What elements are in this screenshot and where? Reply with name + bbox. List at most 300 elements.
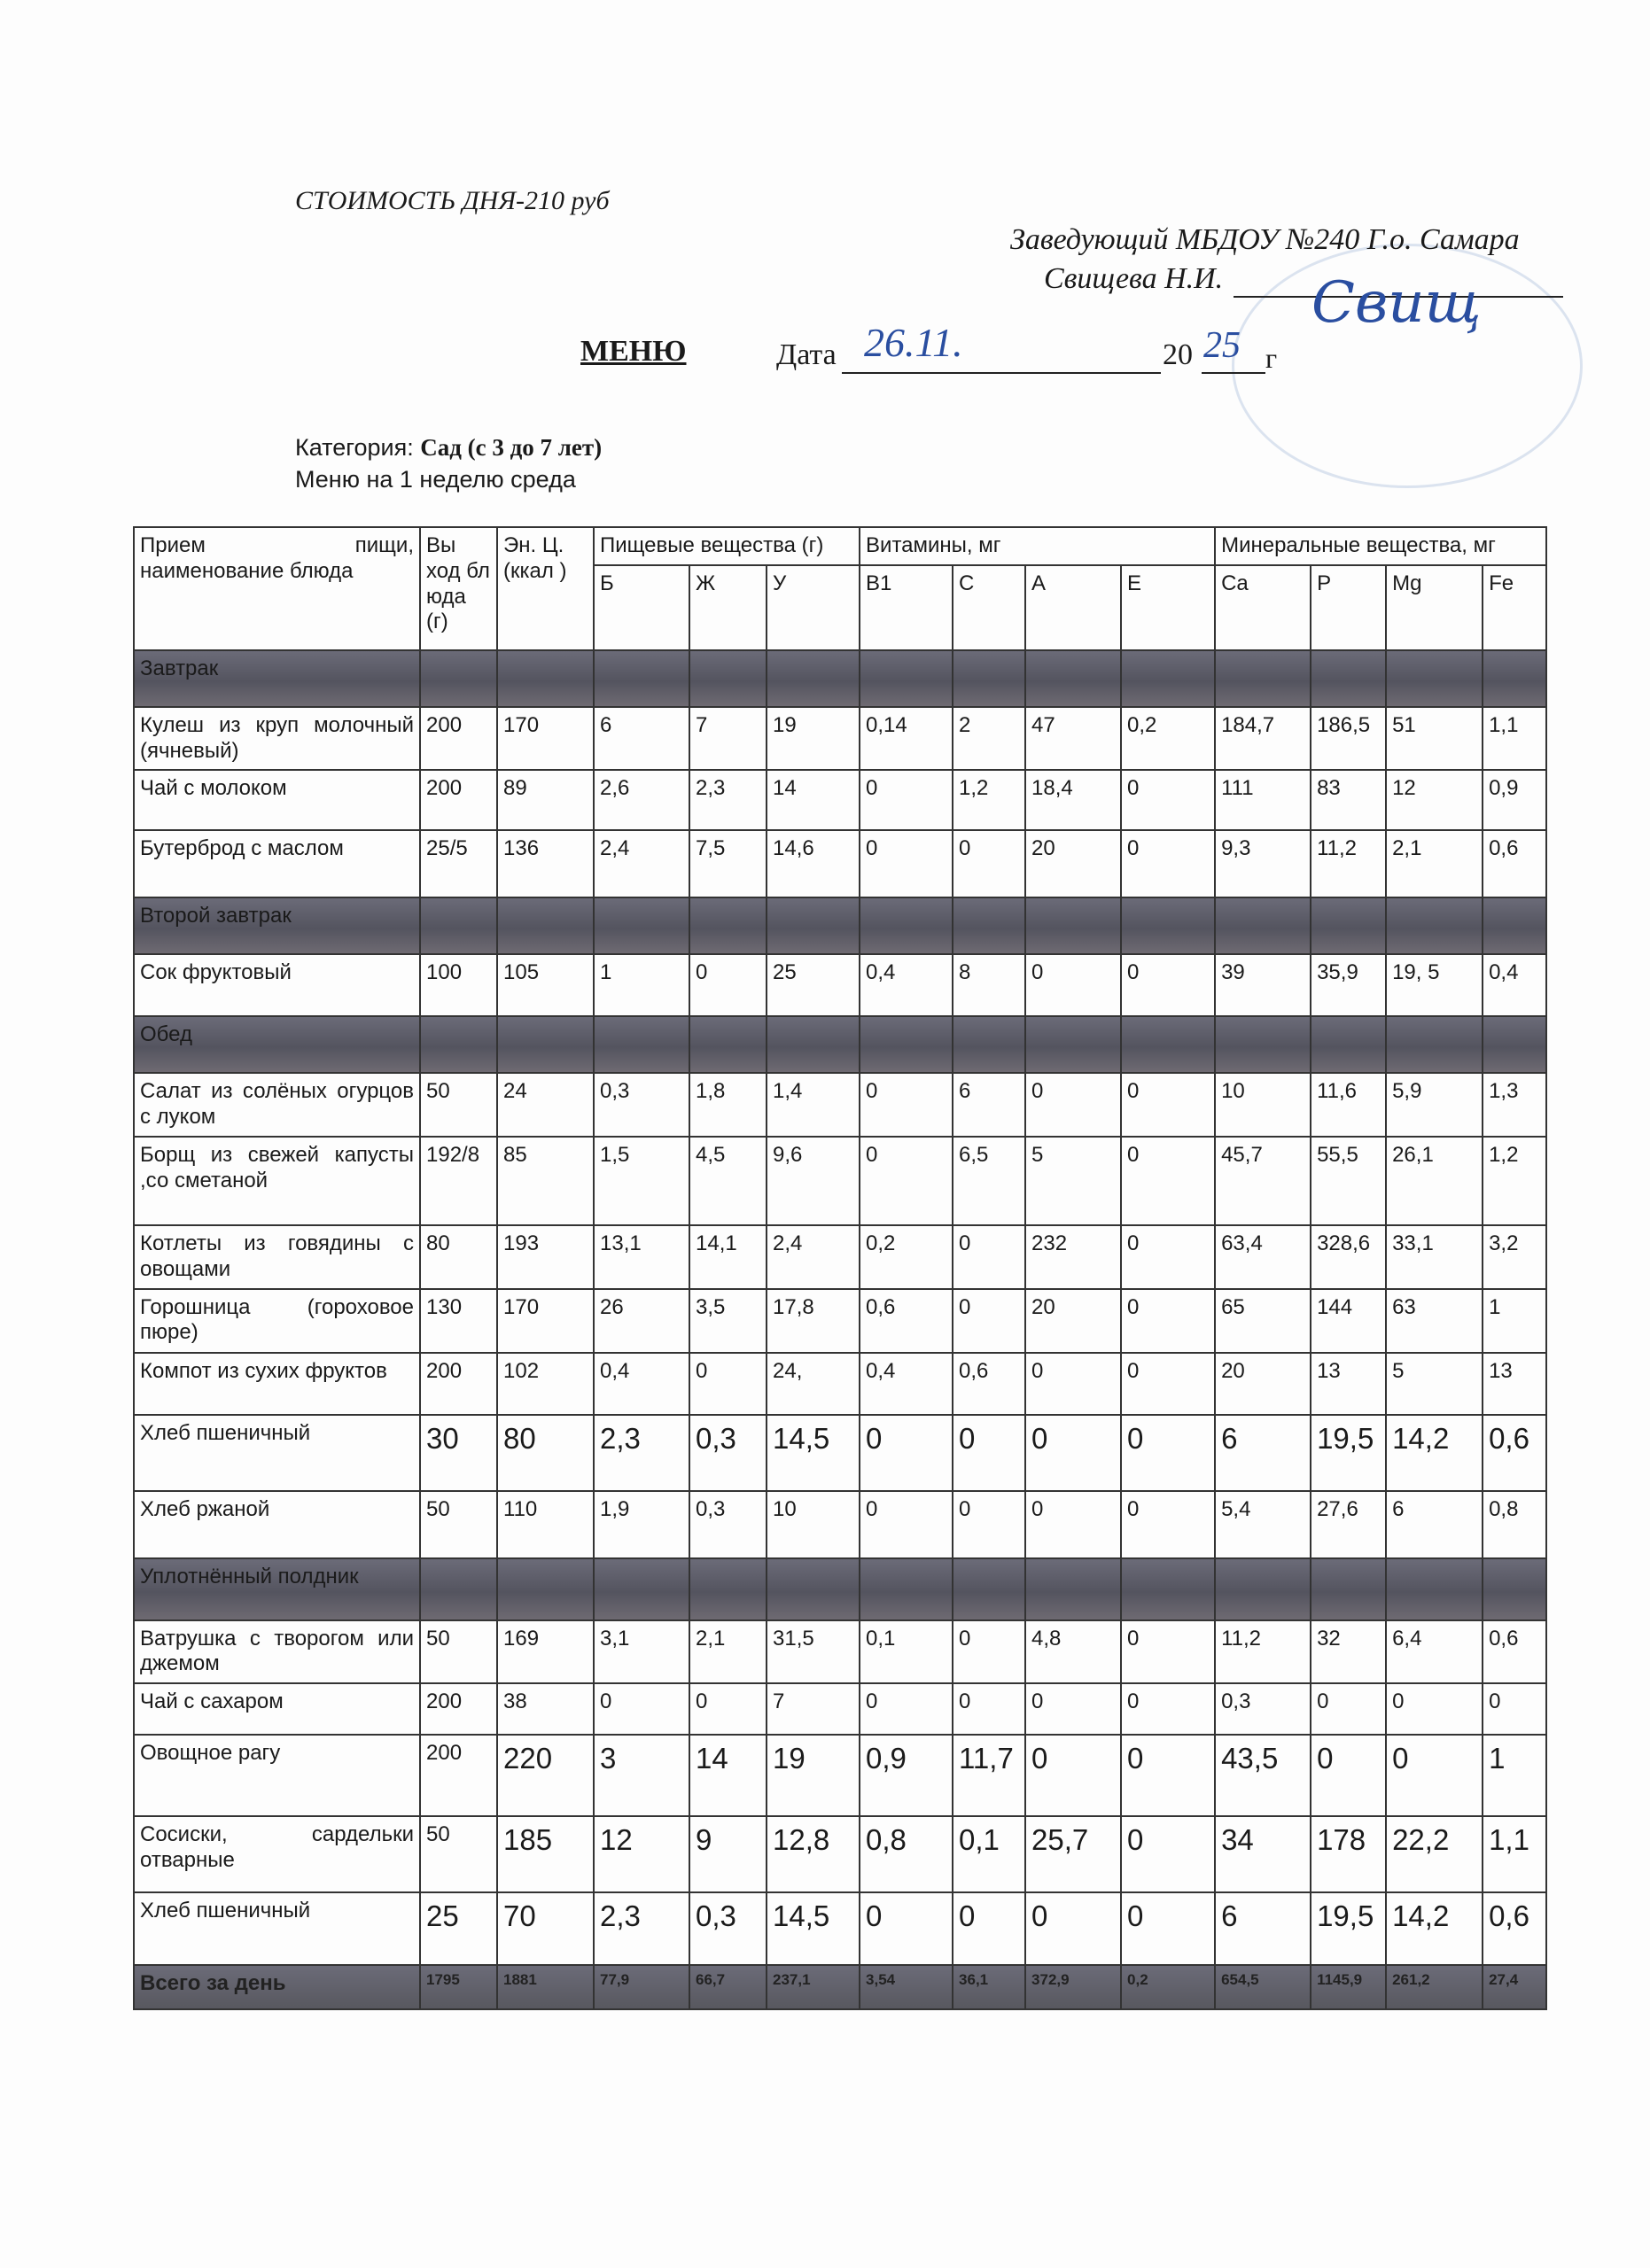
- dish-name: Сок фруктовый: [134, 954, 420, 1016]
- table-cell: 83: [1311, 770, 1386, 830]
- section-cell: [1483, 897, 1546, 954]
- col-b: Б: [594, 565, 689, 650]
- table-row: [134, 1289, 1546, 1353]
- table-cell: 30: [420, 1415, 497, 1491]
- director-title: Заведующий МБДОУ №240 Г.о. Самара: [1010, 223, 1520, 256]
- table-cell: 0: [860, 830, 953, 897]
- table-row: [134, 1491, 1546, 1558]
- table-row: [134, 1137, 1546, 1225]
- table-cell: 11,6: [1311, 1073, 1386, 1137]
- table-cell: 0: [1121, 1225, 1215, 1289]
- table-cell: 24: [497, 1073, 594, 1137]
- table-cell: 220: [497, 1735, 594, 1816]
- table-cell: 4,5: [689, 1137, 767, 1225]
- table-cell: 111: [1215, 770, 1311, 830]
- table-cell: 0: [1483, 1683, 1546, 1735]
- section-cell: [953, 897, 1025, 954]
- table-cell: 102: [497, 1353, 594, 1415]
- section-cell: [594, 650, 689, 707]
- signature: Свищ: [1311, 270, 1482, 336]
- table-cell: 0,6: [1483, 1620, 1546, 1684]
- total-cell: 1795: [420, 1965, 497, 2009]
- col-ca: Ca: [1215, 565, 1311, 650]
- section-cell: [767, 1016, 860, 1073]
- section-cell: [420, 897, 497, 954]
- table-row: [134, 830, 1546, 897]
- table-cell: 0: [594, 1683, 689, 1735]
- table-cell: 1,9: [594, 1491, 689, 1558]
- table-cell: 0: [1025, 1683, 1121, 1735]
- table-cell: 7,5: [689, 830, 767, 897]
- table-cell: 0,3: [689, 1892, 767, 1965]
- table-row: [134, 954, 1546, 1016]
- table-cell: 0,6: [1483, 830, 1546, 897]
- table-cell: 65: [1215, 1289, 1311, 1353]
- table-row: [134, 1683, 1546, 1735]
- table-cell: 0: [1025, 1415, 1121, 1491]
- section-cell: [953, 1558, 1025, 1620]
- section-cell: [1386, 1558, 1483, 1620]
- table-cell: 1,1: [1483, 707, 1546, 771]
- table-cell: 70: [497, 1892, 594, 1965]
- table-cell: 45,7: [1215, 1137, 1311, 1225]
- table-cell: 14,2: [1386, 1415, 1483, 1491]
- table-cell: 0: [860, 1073, 953, 1137]
- total-cell: 372,9: [1025, 1965, 1121, 2009]
- total-cell: 27,4: [1483, 1965, 1546, 2009]
- table-cell: 328,6: [1311, 1225, 1386, 1289]
- table-cell: 184,7: [1215, 707, 1311, 771]
- table-cell: 0: [1386, 1683, 1483, 1735]
- table-cell: 0: [1121, 954, 1215, 1016]
- table-cell: 33,1: [1386, 1225, 1483, 1289]
- section-row: [134, 1558, 1546, 1620]
- section-row: [134, 1016, 1546, 1073]
- section-title: Второй завтрак: [134, 897, 420, 954]
- table-cell: 11,2: [1311, 830, 1386, 897]
- table-cell: 18,4: [1025, 770, 1121, 830]
- section-cell: [594, 1016, 689, 1073]
- table-cell: 0: [1121, 1073, 1215, 1137]
- table-cell: 20: [1025, 830, 1121, 897]
- section-cell: [497, 1016, 594, 1073]
- table-cell: 9,6: [767, 1137, 860, 1225]
- director-name: Свищева Н.И.: [1044, 262, 1224, 295]
- section-cell: [1386, 650, 1483, 707]
- col-b1: B1: [860, 565, 953, 650]
- table-cell: 185: [497, 1816, 594, 1892]
- table-cell: 10: [1215, 1073, 1311, 1137]
- table-cell: 2,4: [767, 1225, 860, 1289]
- table-cell: 14,5: [767, 1892, 860, 1965]
- section-cell: [1025, 897, 1121, 954]
- table-cell: 0: [689, 954, 767, 1016]
- col-p: P: [1311, 565, 1386, 650]
- date-line: [842, 372, 1161, 374]
- table-cell: 6: [1386, 1491, 1483, 1558]
- table-cell: 110: [497, 1491, 594, 1558]
- table-cell: 38: [497, 1683, 594, 1735]
- col-fe: Fe: [1483, 565, 1546, 650]
- section-cell: [1215, 1558, 1311, 1620]
- table-cell: 14,6: [767, 830, 860, 897]
- col-minerals: Минеральные вещества, мг: [1215, 527, 1546, 565]
- table-cell: 11,7: [953, 1735, 1025, 1816]
- total-cell: 0,2: [1121, 1965, 1215, 2009]
- table-cell: 0: [1025, 1353, 1121, 1415]
- section-cell: [594, 1558, 689, 1620]
- total-cell: 66,7: [689, 1965, 767, 2009]
- table-cell: 3,2: [1483, 1225, 1546, 1289]
- table-cell: 0: [1025, 1892, 1121, 1965]
- section-cell: [767, 897, 860, 954]
- table-row: [134, 770, 1546, 830]
- dish-name: Овощное рагу: [134, 1735, 420, 1816]
- section-cell: [953, 650, 1025, 707]
- dish-name: Хлеб ржаной: [134, 1491, 420, 1558]
- section-cell: [1215, 1016, 1311, 1073]
- table-cell: 0: [689, 1353, 767, 1415]
- dish-name: Котлеты из говядины с овощами: [134, 1225, 420, 1289]
- section-cell: [1311, 897, 1386, 954]
- section-cell: [689, 1016, 767, 1073]
- table-cell: 1,8: [689, 1073, 767, 1137]
- total-cell: 1881: [497, 1965, 594, 2009]
- year-line: [1202, 372, 1265, 374]
- table-cell: 100: [420, 954, 497, 1016]
- table-cell: 0: [1121, 770, 1215, 830]
- total-cell: 261,2: [1386, 1965, 1483, 2009]
- table-cell: 10: [767, 1491, 860, 1558]
- table-cell: 200: [420, 1683, 497, 1735]
- section-cell: [689, 897, 767, 954]
- table-cell: 19,5: [1311, 1892, 1386, 1965]
- table-row: [134, 1816, 1546, 1892]
- table-cell: 3: [594, 1735, 689, 1816]
- section-cell: [1025, 650, 1121, 707]
- table-cell: 9,3: [1215, 830, 1311, 897]
- table-cell: 0: [860, 1683, 953, 1735]
- table-cell: 63: [1386, 1289, 1483, 1353]
- section-row: [134, 650, 1546, 707]
- table-cell: 50: [420, 1073, 497, 1137]
- table-cell: 0,9: [860, 1735, 953, 1816]
- table-cell: 39: [1215, 954, 1311, 1016]
- section-cell: [420, 1558, 497, 1620]
- dish-name: Компот из сухих фруктов: [134, 1353, 420, 1415]
- table-cell: 9: [689, 1816, 767, 1892]
- table-cell: 0,3: [689, 1415, 767, 1491]
- table-cell: 0: [860, 1137, 953, 1225]
- total-cell: 77,9: [594, 1965, 689, 2009]
- dish-name: Чай с сахаром: [134, 1683, 420, 1735]
- table-cell: 200: [420, 770, 497, 830]
- table-cell: 200: [420, 1353, 497, 1415]
- dish-name: Ватрушка с творогом или джемом: [134, 1620, 420, 1684]
- table-cell: 1,5: [594, 1137, 689, 1225]
- table-cell: 19: [767, 707, 860, 771]
- section-cell: [1121, 1558, 1215, 1620]
- total-cell: 3,54: [860, 1965, 953, 2009]
- category: [295, 434, 602, 462]
- section-title: Уплотнённый полдник: [134, 1558, 420, 1620]
- table-cell: 2,3: [689, 770, 767, 830]
- table-cell: 7: [689, 707, 767, 771]
- col-vitamins: Витамины, мг: [860, 527, 1215, 565]
- year-prefix: 20: [1163, 338, 1193, 371]
- table-cell: 170: [497, 1289, 594, 1353]
- table-cell: 2,1: [689, 1620, 767, 1684]
- table-cell: 0,8: [1483, 1491, 1546, 1558]
- section-cell: [1483, 1016, 1546, 1073]
- table-row: [134, 1415, 1546, 1491]
- section-cell: [497, 650, 594, 707]
- table-cell: 0,1: [953, 1816, 1025, 1892]
- table-cell: 3,5: [689, 1289, 767, 1353]
- table-cell: 25: [420, 1892, 497, 1965]
- table-cell: 6: [1215, 1892, 1311, 1965]
- table-cell: 0,2: [860, 1225, 953, 1289]
- table-cell: 130: [420, 1289, 497, 1353]
- table-cell: 0,3: [1215, 1683, 1311, 1735]
- table-cell: 50: [420, 1491, 497, 1558]
- col-c: C: [953, 565, 1025, 650]
- col-nutrients: Пищевые вещества (г): [594, 527, 860, 565]
- table-cell: 32: [1311, 1620, 1386, 1684]
- table-cell: 5,4: [1215, 1491, 1311, 1558]
- section-cell: [953, 1016, 1025, 1073]
- section-cell: [1311, 650, 1386, 707]
- table-cell: 50: [420, 1620, 497, 1684]
- table-cell: 178: [1311, 1816, 1386, 1892]
- table-cell: 0: [860, 1415, 953, 1491]
- table-cell: 0: [1121, 830, 1215, 897]
- col-a: A: [1025, 565, 1121, 650]
- table-cell: 200: [420, 707, 497, 771]
- table-cell: 25,7: [1025, 1816, 1121, 1892]
- dish-name: Горошница (гороховое пюре): [134, 1289, 420, 1353]
- table-cell: 1,4: [767, 1073, 860, 1137]
- table-cell: 0: [1025, 1491, 1121, 1558]
- table-cell: 5: [1025, 1137, 1121, 1225]
- table-cell: 31,5: [767, 1620, 860, 1684]
- table-cell: 0: [953, 1620, 1025, 1684]
- total-cell: 36,1: [953, 1965, 1025, 2009]
- table-cell: 80: [420, 1225, 497, 1289]
- header-row: [134, 527, 1546, 565]
- table-cell: 11,2: [1215, 1620, 1311, 1684]
- table-row: [134, 1073, 1546, 1137]
- section-cell: [860, 1016, 953, 1073]
- table-cell: 14: [689, 1735, 767, 1816]
- table-cell: 4,8: [1025, 1620, 1121, 1684]
- table-cell: 0,8: [860, 1816, 953, 1892]
- table-cell: 200: [420, 1735, 497, 1816]
- table-cell: 0: [860, 770, 953, 830]
- menu-title: МЕНЮ: [580, 335, 687, 368]
- table-cell: 0,9: [1483, 770, 1546, 830]
- week-label: Меню на 1 неделю среда: [295, 466, 576, 493]
- table-cell: 19, 5: [1386, 954, 1483, 1016]
- table-cell: 0: [953, 1225, 1025, 1289]
- table-cell: 2: [953, 707, 1025, 771]
- table-cell: 2,6: [594, 770, 689, 830]
- table-cell: 0: [953, 1289, 1025, 1353]
- table-cell: 47: [1025, 707, 1121, 771]
- section-cell: [860, 1558, 953, 1620]
- table-cell: 34: [1215, 1816, 1311, 1892]
- section-cell: [1386, 1016, 1483, 1073]
- section-cell: [860, 650, 953, 707]
- table-cell: 12,8: [767, 1816, 860, 1892]
- section-cell: [420, 650, 497, 707]
- table-cell: 20: [1215, 1353, 1311, 1415]
- table-cell: 50: [420, 1816, 497, 1892]
- table-cell: 0: [1121, 1415, 1215, 1491]
- section-cell: [860, 897, 953, 954]
- table-cell: 51: [1386, 707, 1483, 771]
- table-row: [134, 1353, 1546, 1415]
- dish-name: Бутерброд с маслом: [134, 830, 420, 897]
- table-row: [134, 1225, 1546, 1289]
- table-cell: 0,6: [860, 1289, 953, 1353]
- year-value: 25: [1203, 325, 1241, 366]
- section-cell: [1386, 897, 1483, 954]
- section-cell: [689, 1558, 767, 1620]
- table-cell: 0: [1121, 1289, 1215, 1353]
- section-cell: [1215, 650, 1311, 707]
- table-cell: 35,9: [1311, 954, 1386, 1016]
- table-cell: 1,2: [1483, 1137, 1546, 1225]
- col-u: У: [767, 565, 860, 650]
- table-cell: 0,4: [594, 1353, 689, 1415]
- table-cell: 170: [497, 707, 594, 771]
- total-label: Всего за день: [134, 1965, 420, 2009]
- col-mg: Mg: [1386, 565, 1483, 650]
- table-cell: 0,14: [860, 707, 953, 771]
- table-cell: 14,2: [1386, 1892, 1483, 1965]
- table-cell: 0,1: [860, 1620, 953, 1684]
- table-row: [134, 1735, 1546, 1816]
- table-cell: 85: [497, 1137, 594, 1225]
- table-cell: 0,4: [1483, 954, 1546, 1016]
- table-cell: 186,5: [1311, 707, 1386, 771]
- table-cell: 0: [1121, 1683, 1215, 1735]
- table-cell: 0,6: [1483, 1892, 1546, 1965]
- table-cell: 0: [1121, 1620, 1215, 1684]
- table-cell: 0: [1311, 1683, 1386, 1735]
- table-cell: 0: [953, 1892, 1025, 1965]
- table-row: [134, 707, 1546, 771]
- table-cell: 12: [594, 1816, 689, 1892]
- table-cell: 6,4: [1386, 1620, 1483, 1684]
- table-cell: 0: [860, 1491, 953, 1558]
- table-row: [134, 1620, 1546, 1684]
- total-row: [134, 1965, 1546, 2009]
- total-cell: 237,1: [767, 1965, 860, 2009]
- table-cell: 0: [953, 1683, 1025, 1735]
- table-cell: 0: [860, 1892, 953, 1965]
- section-cell: [689, 650, 767, 707]
- table-cell: 19: [767, 1735, 860, 1816]
- section-cell: [497, 897, 594, 954]
- day-cost: СТОИМОСТЬ ДНЯ-210 руб: [295, 186, 610, 215]
- table-cell: 2,3: [594, 1415, 689, 1491]
- section-row: [134, 897, 1546, 954]
- table-cell: 1: [594, 954, 689, 1016]
- section-cell: [1483, 1558, 1546, 1620]
- table-cell: 0,4: [860, 954, 953, 1016]
- section-cell: [497, 1558, 594, 1620]
- table-cell: 2,4: [594, 830, 689, 897]
- category-value: Сад (с 3 до 7 лет): [420, 434, 603, 461]
- total-cell: 1145,9: [1311, 1965, 1386, 2009]
- table-cell: 13,1: [594, 1225, 689, 1289]
- col-zh: Ж: [689, 565, 767, 650]
- table-cell: 1,3: [1483, 1073, 1546, 1137]
- table-cell: 0: [1121, 1491, 1215, 1558]
- table-cell: 80: [497, 1415, 594, 1491]
- table-cell: 0: [1121, 1735, 1215, 1816]
- dish-name: Хлеб пшеничный: [134, 1415, 420, 1491]
- table-cell: 14,1: [689, 1225, 767, 1289]
- table-cell: 0: [953, 830, 1025, 897]
- table-cell: 0: [1121, 1816, 1215, 1892]
- date-label: Дата: [776, 338, 837, 371]
- category-label: Категория:: [295, 434, 421, 461]
- dish-name: Салат из солёных огурцов с луком: [134, 1073, 420, 1137]
- table-cell: 7: [767, 1683, 860, 1735]
- table-cell: 136: [497, 830, 594, 897]
- table-cell: 0,3: [689, 1491, 767, 1558]
- total-cell: 654,5: [1215, 1965, 1311, 2009]
- table-cell: 1: [1483, 1735, 1546, 1816]
- dish-name: Борщ из свежей капусты ,со сметаной: [134, 1137, 420, 1225]
- date-value: 26.11.: [864, 320, 963, 365]
- table-cell: 0: [1025, 1073, 1121, 1137]
- year-suffix: г: [1265, 342, 1278, 374]
- dish-name: Кулеш из круп молочный (ячневый): [134, 707, 420, 771]
- table-cell: 14,5: [767, 1415, 860, 1491]
- table-cell: 0: [689, 1683, 767, 1735]
- table-cell: 0: [1121, 1353, 1215, 1415]
- table-cell: 12: [1386, 770, 1483, 830]
- table-cell: 144: [1311, 1289, 1386, 1353]
- table-cell: 5,9: [1386, 1073, 1483, 1137]
- table-cell: 13: [1483, 1353, 1546, 1415]
- table-cell: 13: [1311, 1353, 1386, 1415]
- menu-table: [133, 526, 1547, 2010]
- table-cell: 105: [497, 954, 594, 1016]
- table-cell: 17,8: [767, 1289, 860, 1353]
- table-cell: 0: [1121, 1892, 1215, 1965]
- table-cell: 5: [1386, 1353, 1483, 1415]
- table-cell: 19,5: [1311, 1415, 1386, 1491]
- col-e: E: [1121, 565, 1215, 650]
- table-cell: 24,: [767, 1353, 860, 1415]
- section-cell: [420, 1016, 497, 1073]
- table-cell: 43,5: [1215, 1735, 1311, 1816]
- dish-name: Хлеб пшеничный: [134, 1892, 420, 1965]
- col-yield: Вы ход бл юда (г): [420, 527, 497, 650]
- dish-name: Чай с молоком: [134, 770, 420, 830]
- table-cell: 1,1: [1483, 1816, 1546, 1892]
- table-cell: 1: [1483, 1289, 1546, 1353]
- table-cell: 0: [953, 1491, 1025, 1558]
- table-cell: 0,6: [953, 1353, 1025, 1415]
- table-cell: 6,5: [953, 1137, 1025, 1225]
- table-cell: 0,6: [1483, 1415, 1546, 1491]
